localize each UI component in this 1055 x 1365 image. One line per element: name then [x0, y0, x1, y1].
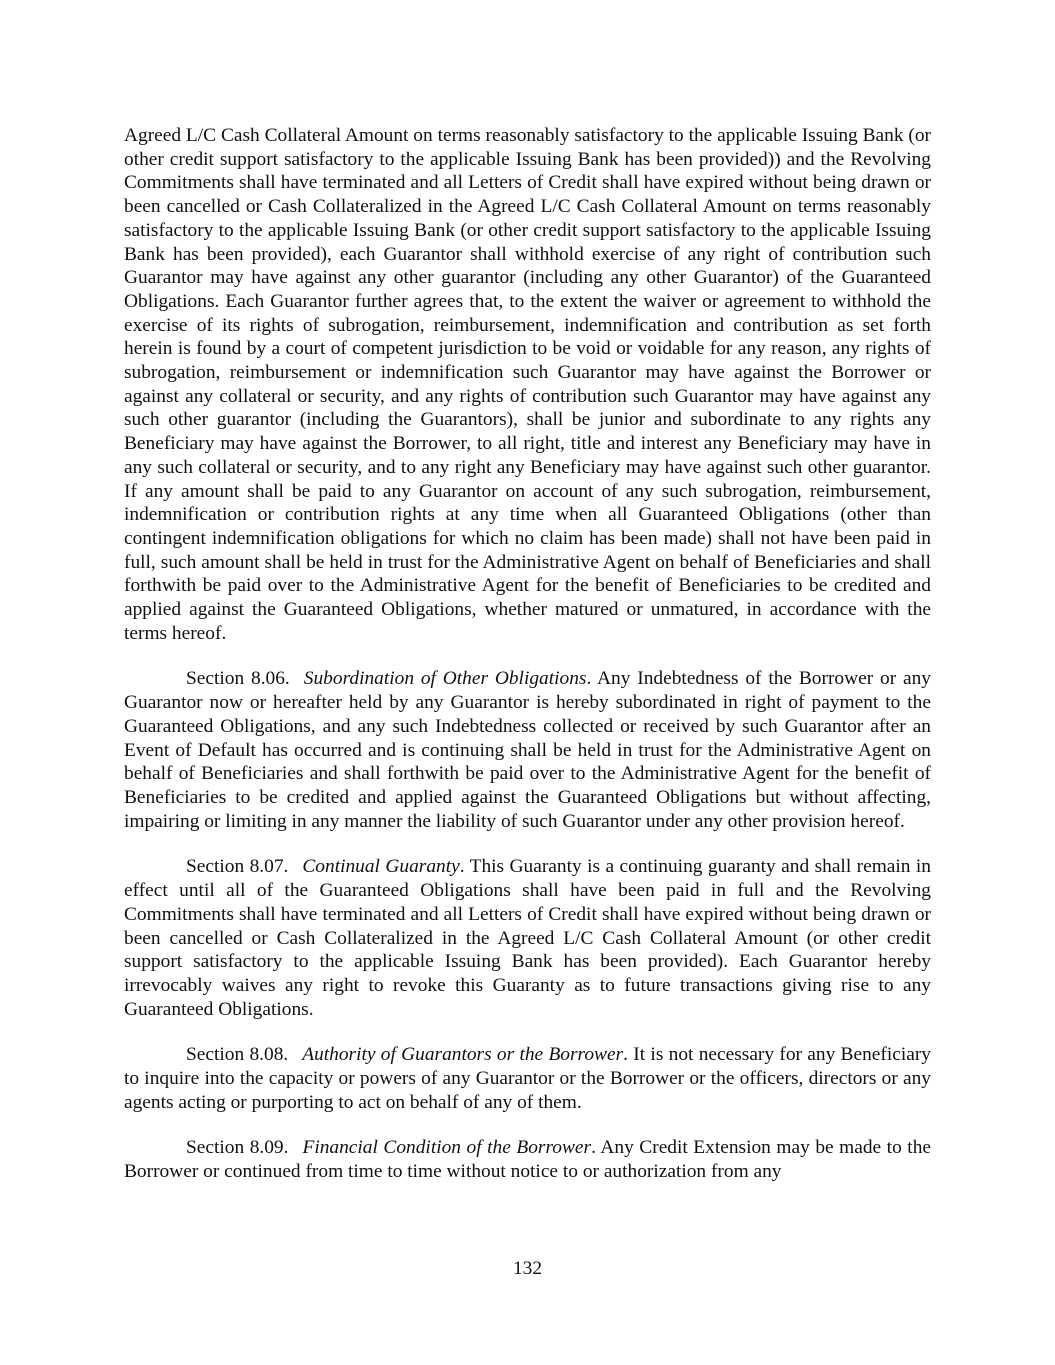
section-heading: Subordination of Other Obligations — [303, 668, 587, 690]
continuation-paragraph — [124, 124, 931, 645]
section-8-08-paragraph — [124, 1043, 931, 1114]
paragraph-text: Agreed L/C Cash Collateral Amount on terms reasonably satisfactory to the applicable Issuing Bank (or other credit support satisfactory to the applicable Issuing Bank has been provided)) and the Revolving Commitments shall have terminated and all Letters of Credit shall have expired without being drawn or been cancelled or Cash Collateralized in the Agreed L/C Cash Collateral Amount on terms reasonably satisfactory to the applicable Issuing Bank (or other credit support satisfactory to the applicable Issuing Bank has been provided), each Guarantor shall withhold exercise of any right of contribution such Guarantor may have against any other guarantor (including any other Guarantor) of the Guaranteed Obligations. Each Guarantor further agrees that, to the extent the waiver or agreement to withhold the exercise of its rights of subrogation, reimbursement, indemnification and contribution as set forth herein is found by a court of competent jurisdiction to be void or voidable for any reason, any rights of subrogation, reimbursement or indemnification such Guarantor may have against the Borrower or against any collateral or security, and any rights of contribution such Guarantor may have against any such other guarantor (including the Guarantors), shall be junior and subordinate to any rights any Beneficiary may have against the Borrower, to all right, title and interest any Beneficiary may have in any such collateral or security, and to any right any Beneficiary may have against such other guarantor. If any amount shall be paid to any Guarantor on account of any such subrogation, reimbursement, indemnification or contribution rights at any time when all Guaranteed Obligations (other than contingent indemnification obligations for which no claim has been made) shall not have been paid in full, such amount shall be held in trust for the Administrative Agent on behalf of Beneficiaries and shall forthwith be paid over to the Administrative Agent for the benefit of Beneficiaries to be credited and applied against the Guaranteed Obligations, whether matured or unmatured, in accordance with the terms hereof. — [124, 125, 931, 644]
section-number: Section 8.09. — [186, 1137, 289, 1159]
section-8-09-paragraph — [124, 1136, 931, 1183]
page-number: 132 — [512, 1258, 543, 1279]
section-8-06-paragraph — [124, 667, 931, 833]
document-body — [124, 124, 931, 1206]
section-heading: Authority of Guarantors or the Borrower — [302, 1044, 624, 1066]
section-heading: Financial Condition of the Borrower — [302, 1137, 592, 1159]
section-number: Section 8.08. — [186, 1044, 289, 1066]
section-number: Section 8.07. — [186, 856, 289, 878]
section-8-07-paragraph — [124, 855, 931, 1021]
section-number: Section 8.06. — [186, 668, 290, 690]
paragraph-text: . Any Indebtedness of the Borrower or any Guarantor now or hereafter held by any Guarantor is hereby subordinated in right of payment to the Guaranteed Obligations, and any such Indebtedness collected or received by such Guarantor after an Event of Default has occurred and is continuing shall be held in trust for the Administrative Agent on behalf of Beneficiaries and shall forthwith be paid over to the Administrative Agent for the benefit of Beneficiaries to be credited and applied against the Guaranteed Obligations but without affecting, impairing or limiting in any manner the liability of such Guarantor under any other provision hereof. — [124, 668, 931, 832]
paragraph-text: . This Guaranty is a continuing guaranty and shall remain in effect until all of the Guaranteed Obligations shall have been paid in full and the Revolving Commitments shall have terminated and all Letters of Credit shall have expired without being drawn or been cancelled or Cash Collateralized in the Agreed L/C Cash Collateral Amount (or other credit support satisfactory to the applicable Issuing Bank has been provided). Each Guarantor hereby irrevocably waives any right to revoke this Guaranty as to future transactions giving rise to any Guaranteed Obligations. — [124, 856, 931, 1020]
paragraph-text: . Any Credit Extension may be made to the Borrower or continued from time to time without notice to or authorization from any — [124, 1137, 931, 1183]
section-heading: Continual Guaranty — [302, 856, 460, 878]
paragraph-text: . It is not necessary for any Beneficiary to inquire into the capacity or powers of any Guarantor or the Borrower or the officers, directors or any agents acting or purporting to act on behalf of any of them. — [124, 1044, 932, 1113]
